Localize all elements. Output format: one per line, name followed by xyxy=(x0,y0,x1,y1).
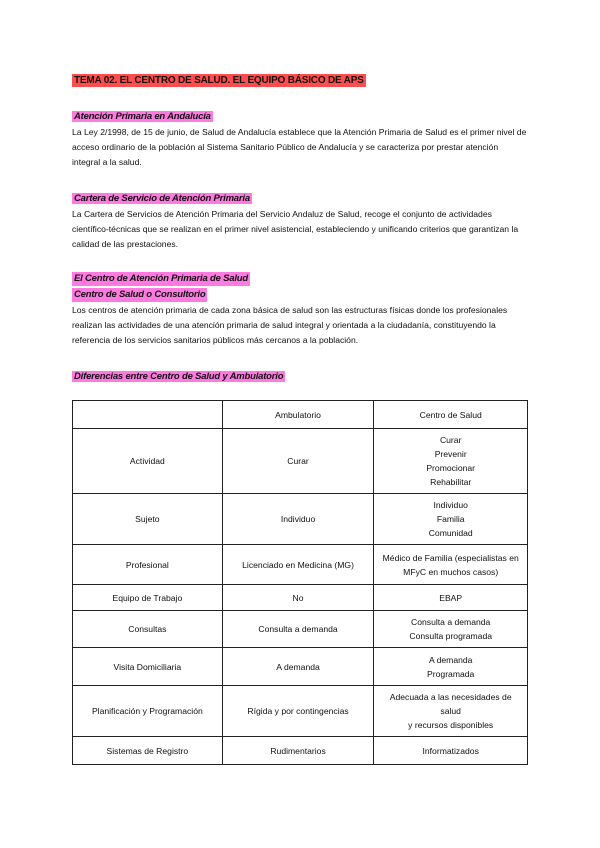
row-label-cell: Visita Domiciliaria xyxy=(73,648,223,686)
centro-salud-cell xyxy=(374,585,528,611)
section-heading: Atención Primaria en Andalucía xyxy=(74,111,211,122)
ambulatorio-cell xyxy=(222,429,374,494)
cell-line: Individuo xyxy=(433,500,468,510)
document-page xyxy=(72,70,528,765)
centro-salud-cell xyxy=(374,737,528,765)
section-heading: El Centro de Atención Primaria de Salud xyxy=(74,273,248,284)
cell-line: Rígida y por contingencias xyxy=(247,706,349,716)
ambulatorio-cell xyxy=(222,585,374,611)
ambulatorio-cell xyxy=(222,648,374,686)
centro-salud-cell xyxy=(374,545,528,585)
section-centro-atencion xyxy=(72,270,528,348)
table-row xyxy=(73,611,528,648)
comparison-table xyxy=(72,400,528,765)
row-label-cell: Sujeto xyxy=(73,494,223,545)
cell-line: Adecuada a las necesidades de salud xyxy=(389,692,512,716)
centro-salud-cell xyxy=(374,648,528,686)
header-cell-centro-salud: Centro de Salud xyxy=(374,401,528,429)
table-heading: Diferencias entre Centro de Salud y Ambulatorio xyxy=(74,371,284,382)
table-row xyxy=(73,429,528,494)
section-atencion-primaria xyxy=(72,106,528,170)
section-paragraph: La Ley 2/1998, de 15 de junio, de Salud de Andalucía establece que la Atención Primaria de Salud es el primer nivel de acceso ordinario de la población al Sistema Sanitario Público de Andalucía y se caracteriza por prestar atención integral a la salud. xyxy=(72,127,527,167)
cell-line: Curar xyxy=(439,435,462,445)
section-heading: Cartera de Servicio de Atención Primaria xyxy=(74,193,250,204)
cell-line: A demanda xyxy=(276,661,320,672)
header-cell-ambulatorio: Ambulatorio xyxy=(222,401,374,429)
cell-line: Prevenir xyxy=(434,449,467,459)
cell-line: EBAP xyxy=(439,592,463,603)
cell-line: A demanda xyxy=(428,654,473,665)
ambulatorio-cell xyxy=(222,494,374,545)
cell-line: Licenciado en Medicina (MG) xyxy=(242,559,354,570)
table-row xyxy=(73,686,528,737)
row-label-cell: Profesional xyxy=(73,545,223,585)
cell-line: MFyC en muchos casos) xyxy=(403,566,499,577)
cell-line: Promocionar xyxy=(426,463,476,473)
cell-line: Médico de Familia (especialistas en xyxy=(382,552,519,563)
cell-line: Comunidad xyxy=(428,528,473,538)
doc-title: TEMA 02. EL CENTRO DE SALUD. EL EQUIPO BÁSICO DE APS xyxy=(74,75,364,86)
ambulatorio-cell xyxy=(222,611,374,648)
cell-line: No xyxy=(292,592,304,603)
cell-line: Programada xyxy=(427,668,475,679)
centro-salud-cell xyxy=(374,429,528,494)
header-cell-empty xyxy=(73,401,223,429)
section-diferencias xyxy=(72,366,528,384)
section-paragraph: La Cartera de Servicios de Atención Primaria del Servicio Andaluz de Salud, recoge el conjunto de actividades científico-técnicas que se realizan en el primer nivel asistencial, estableciendo y unificando criterios que garantizan la calidad de las prestaciones. xyxy=(72,209,519,249)
row-label-cell: Equipo de Trabajo xyxy=(73,585,223,611)
row-label-cell: Actividad xyxy=(73,429,223,494)
cell-line: Consulta a demanda xyxy=(258,624,338,634)
row-label-cell: Planificación y Programación xyxy=(73,686,223,737)
centro-salud-cell xyxy=(374,611,528,648)
cell-line: y recursos disponibles xyxy=(408,720,494,730)
row-label-cell: Consultas xyxy=(73,611,223,648)
section-paragraph: Los centros de atención primaria de cada zona básica de salud son las estructuras físicas donde los profesionales realizan las actividades de una atención primaria de salud integral y orientada a la ciudadanía, constituyendo la referencia de los servicios sanitarios públicos más cercanos a la población. xyxy=(72,305,508,345)
table-header-row xyxy=(73,401,528,429)
cell-line: Curar xyxy=(287,456,309,466)
cell-line: Individuo xyxy=(280,514,316,524)
centro-salud-cell xyxy=(374,494,528,545)
table-row xyxy=(73,585,528,611)
cell-line: Consulta a demanda xyxy=(411,617,491,627)
row-label-cell: Sistemas de Registro xyxy=(73,737,223,765)
centro-salud-cell xyxy=(374,686,528,737)
cell-line: Informatizados xyxy=(422,745,479,756)
table-row xyxy=(73,545,528,585)
cell-line: Rudimentarios xyxy=(270,745,326,756)
table-row xyxy=(73,737,528,765)
table-row xyxy=(73,494,528,545)
ambulatorio-cell xyxy=(222,737,374,765)
section-cartera-servicio xyxy=(72,188,528,252)
cell-line: Consulta programada xyxy=(409,631,493,641)
section-subheading: Centro de Salud o Consultorio xyxy=(74,289,206,300)
table-row xyxy=(73,648,528,686)
cell-line: Familia xyxy=(436,514,465,524)
ambulatorio-cell xyxy=(222,686,374,737)
cell-line: Rehabilitar xyxy=(430,477,472,487)
ambulatorio-cell xyxy=(222,545,374,585)
